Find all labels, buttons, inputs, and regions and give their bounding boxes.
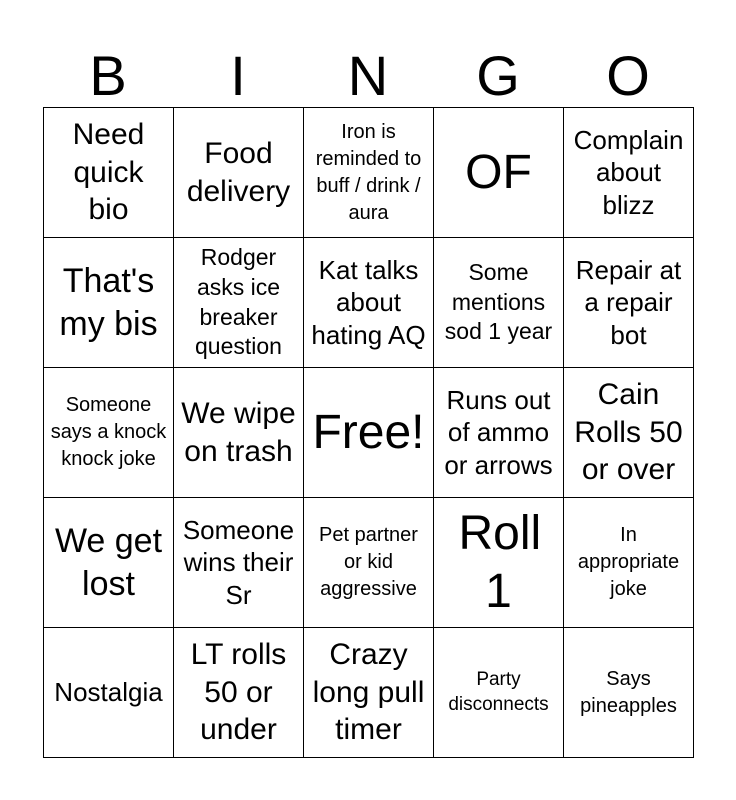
- bingo-cell-r1c2[interactable]: [174, 108, 304, 238]
- cell-label: Repair at a repair bot: [575, 254, 682, 350]
- bingo-cell-r4c3[interactable]: [304, 498, 434, 628]
- bingo-cell-r5c4[interactable]: [434, 628, 564, 758]
- header-letter-i: I: [230, 44, 246, 107]
- cell-label: Food delivery: [186, 137, 291, 208]
- bingo-cell-r5c5[interactable]: [564, 628, 694, 758]
- bingo-cell-r1c5[interactable]: [564, 108, 694, 238]
- bingo-cell-r3c1[interactable]: [44, 368, 174, 498]
- cell-label: Kat talks about hating AQ: [311, 254, 426, 350]
- cell-label: We get lost: [54, 522, 163, 603]
- cell-label: Runs out of ammo or arrows: [444, 384, 553, 480]
- bingo-cell-r3c5[interactable]: [564, 368, 694, 498]
- bingo-cell-r5c3[interactable]: [304, 628, 434, 758]
- bingo-cell-r2c2[interactable]: [174, 238, 304, 368]
- bingo-cell-r5c1[interactable]: [44, 628, 174, 758]
- bingo-cell-r1c3[interactable]: [304, 108, 434, 238]
- cell-label: Pet partner or kid aggressive: [319, 524, 418, 600]
- cell-label: Rodger asks ice breaker question: [195, 243, 282, 360]
- bingo-cell-r1c1[interactable]: [44, 108, 174, 238]
- bingo-cell-r4c1[interactable]: [44, 498, 174, 628]
- bingo-board: [43, 107, 694, 758]
- cell-label: Someone wins their Sr: [182, 514, 295, 610]
- cell-label: That's my bis: [59, 262, 158, 343]
- cell-label: Someone says a knock knock joke: [50, 394, 167, 470]
- header-letter-n: N: [347, 44, 389, 107]
- header-letter-o: O: [606, 44, 650, 107]
- cell-label: Some mentions sod 1 year: [444, 258, 553, 345]
- bingo-cell-r5c2[interactable]: [174, 628, 304, 758]
- cell-label: LT rolls 50 or under: [190, 638, 287, 747]
- header-letter-b: B: [89, 44, 127, 107]
- bingo-cell-r3c4[interactable]: [434, 368, 564, 498]
- header-letter-g: G: [476, 44, 520, 107]
- bingo-cell-r4c4[interactable]: [434, 498, 564, 628]
- bingo-header: [43, 44, 693, 108]
- cell-label: Cain Rolls 50 or over: [574, 378, 683, 487]
- bingo-cell-r3c2[interactable]: [174, 368, 304, 498]
- cell-label: Crazy long pull timer: [312, 638, 425, 747]
- bingo-cell-r2c3[interactable]: [304, 238, 434, 368]
- cell-label: OF: [465, 145, 532, 199]
- bingo-cell-r3c3[interactable]: [304, 368, 434, 498]
- bingo-cell-r2c4[interactable]: [434, 238, 564, 368]
- bingo-cell-r1c4[interactable]: [434, 108, 564, 238]
- cell-label: Iron is reminded to buff / drink / aura: [315, 120, 422, 224]
- cell-label: Free!: [312, 405, 425, 459]
- cell-label: We wipe on trash: [181, 397, 296, 468]
- cell-label: Nostalgia: [54, 677, 163, 708]
- cell-label: Party disconnects: [448, 668, 549, 715]
- bingo-cell-r4c2[interactable]: [174, 498, 304, 628]
- cell-label: Roll 1: [458, 506, 542, 618]
- cell-label: Complain about blizz: [573, 124, 684, 220]
- cell-label: Need quick bio: [72, 118, 145, 227]
- bingo-cell-r4c5[interactable]: [564, 498, 694, 628]
- cell-label: Says pineapples: [580, 667, 677, 717]
- cell-label: In appropriate joke: [577, 524, 680, 600]
- bingo-cell-r2c5[interactable]: [564, 238, 694, 368]
- bingo-cell-r2c1[interactable]: [44, 238, 174, 368]
